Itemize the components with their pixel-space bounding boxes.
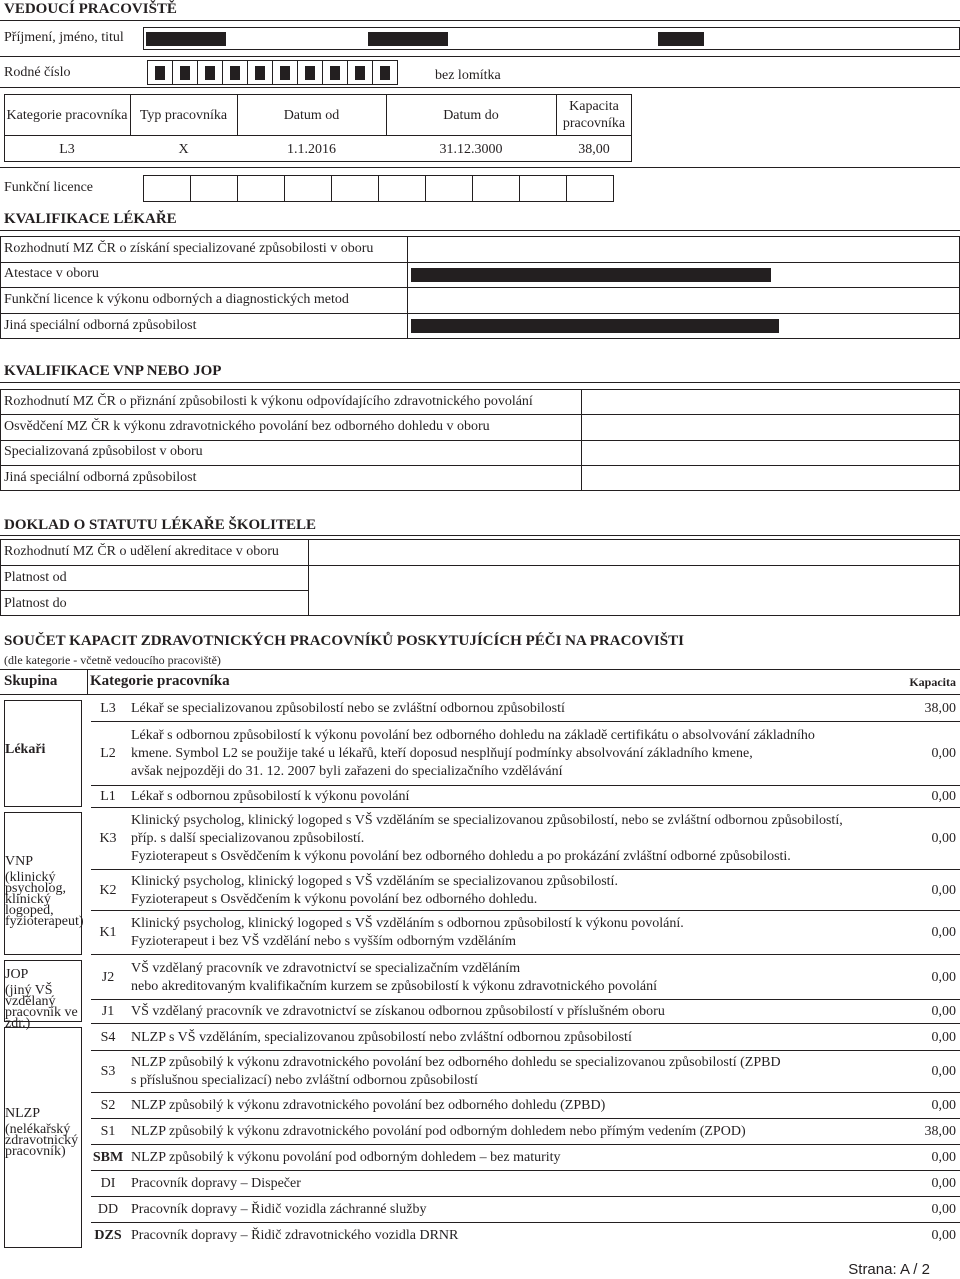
col-header-capacity: Kapacita	[909, 675, 956, 689]
row-divider	[91, 910, 960, 911]
row-code-s3: S3	[100, 1064, 116, 1079]
kval-vnp-row-2: Osvědčení MZ ČR k výkonu zdravotnického povolání bez odborného dohledu v oboru	[4, 419, 490, 434]
row-divider	[91, 1050, 960, 1051]
staff-cell-capacity: 38,00	[578, 141, 610, 157]
doklad-row-2: Platnost od	[4, 570, 67, 585]
row-desc-line: Fyzioterapeut s Osvědčením k výkonu povolání bez odborného dohledu a po prokázání zvláštní odborné způsobilosti.	[131, 849, 791, 864]
col-header-category: Kategorie pracovníka	[90, 673, 230, 689]
row-desc-line: Pracovník dopravy – Řidič vozidla záchranné služby	[131, 1202, 427, 1217]
row-capacity-s2: 0,00	[931, 1098, 956, 1113]
row-desc-s2	[131, 1097, 891, 1115]
row-desc-l3	[131, 700, 891, 718]
birth-digit-box[interactable]	[147, 60, 173, 85]
licence-box[interactable]	[237, 175, 285, 202]
staff-cell-type: X	[178, 141, 189, 157]
row-desc-dzs	[131, 1227, 891, 1245]
birth-digit-box[interactable]	[297, 60, 323, 85]
row-divider	[91, 1023, 960, 1024]
kval-vnp-row-1: Rozhodnutí MZ ČR o přiznání způsobilosti k výkonu odpovídajícího zdravotnického povolání	[4, 394, 533, 409]
row-desc-line: Pracovník dopravy – Řidič zdravotnického vozidla DRNR	[131, 1228, 459, 1243]
staff-header-capacity: Kapacita pracovníka	[562, 99, 626, 131]
row-divider	[91, 721, 960, 722]
row-capacity-s3: 0,00	[931, 1064, 956, 1079]
soucet-subtitle: (dle kategorie - včetně vedoucího pracoviště)	[4, 653, 221, 667]
birth-digit-box[interactable]	[347, 60, 373, 85]
row-desc-s4	[131, 1029, 891, 1047]
redacted-atestace	[411, 268, 771, 282]
row-desc-line: Lékař se specializovanou způsobilostí nebo se zvláštní odbornou způsobilostí	[131, 701, 565, 716]
licence-box[interactable]	[425, 175, 473, 202]
row-desc-line: NLZP s VŠ vzděláním, specializovanou způsobilostí nebo zvláštní odbornou způsobilostí	[131, 1030, 632, 1045]
section-title-kval-vnp: KVALIFIKACE VNP NEBO JOP	[4, 363, 222, 379]
row-desc-line: VŠ vzdělaný pracovník ve zdravotnictví se specializačním vzděláním	[131, 961, 521, 976]
staff-cell-category: L3	[59, 141, 75, 157]
kval-lekare-row-1: Rozhodnutí MZ ČR o získání specializované způsobilosti v oboru	[4, 241, 374, 256]
redacted-digit	[155, 66, 165, 80]
redacted-digit	[180, 66, 190, 80]
row-capacity-k2: 0,00	[931, 883, 956, 898]
row-code-sbm: SBM	[92, 1150, 124, 1165]
name-field[interactable]	[143, 27, 960, 50]
row-divider	[91, 1118, 960, 1119]
row-code-k3: K3	[99, 831, 117, 846]
row-desc-line: VŠ vzdělaný pracovník ve zdravotnictví se získanou odbornou způsobilostí v příslušném oboru	[131, 1004, 665, 1019]
doklad-row-3: Platnost do	[4, 596, 67, 611]
row-code-k1: K1	[99, 925, 117, 940]
row-desc-s1	[131, 1123, 891, 1141]
row-code-l3: L3	[100, 701, 116, 716]
group-jop-note: (jiný VŠ vzdělaný pracovník ve zdr.)	[5, 983, 78, 1031]
row-capacity-di: 0,00	[931, 1176, 956, 1191]
row-code-s4: S4	[100, 1030, 116, 1045]
row-desc-sbm	[131, 1149, 891, 1167]
row-divider	[91, 1196, 960, 1197]
row-code-s2: S2	[100, 1098, 116, 1113]
row-code-k2: K2	[99, 883, 117, 898]
row-desc-l1	[131, 788, 891, 806]
section-title-doklad: DOKLAD O STATUTU LÉKAŘE ŠKOLITELE	[4, 517, 317, 533]
row-code-dzs: DZS	[94, 1228, 122, 1243]
col-header-group: Skupina	[4, 673, 58, 689]
page-number: Strana: A / 2	[848, 1261, 930, 1278]
row-desc-line: Fyzioterapeut s Osvědčením k výkonu povolání bez odborného dohledu.	[131, 892, 538, 907]
row-code-l2: L2	[100, 746, 116, 761]
staff-header-category: Kategorie pracovníka	[6, 107, 128, 123]
row-capacity-j1: 0,00	[931, 1004, 956, 1019]
row-desc-k1	[131, 915, 891, 951]
name-label: Příjmení, jméno, titul	[4, 30, 124, 45]
row-desc-line: s příslušnou specializací) nebo zvláštní odbornou způsobilostí	[131, 1073, 478, 1088]
row-code-di: DI	[100, 1176, 116, 1191]
row-desc-j1	[131, 1003, 891, 1021]
row-capacity-s4: 0,00	[931, 1030, 956, 1045]
row-desc-s3	[131, 1054, 891, 1090]
kval-lekare-row-4: Jiná speciální odborná způsobilost	[4, 318, 197, 333]
row-desc-line: NLZP způsobilý k výkonu povolání pod odborným dohledem – bez maturity	[131, 1150, 561, 1165]
licence-box[interactable]	[331, 175, 379, 202]
row-divider	[91, 1170, 960, 1171]
birth-digit-box[interactable]	[222, 60, 248, 85]
licence-box[interactable]	[284, 175, 332, 202]
doklad-row-1: Rozhodnutí MZ ČR o udělení akreditace v oboru	[4, 544, 279, 559]
row-desc-line: kmene. Symbol L2 se použije také u lékařů, kteří doposud nesplňují podmínky absolvování základního kmene,	[131, 746, 753, 761]
licence-box[interactable]	[472, 175, 520, 202]
row-desc-line: NLZP způsobilý k výkonu zdravotnického povolání pod odborným dohledem nebo přímým vedením (ZPOD)	[131, 1124, 746, 1139]
row-divider	[91, 1144, 960, 1145]
staff-header-date-to: Datum do	[443, 107, 499, 123]
row-capacity-dzs: 0,00	[931, 1228, 956, 1243]
row-desc-l2	[131, 727, 891, 781]
row-divider	[91, 999, 960, 1000]
birth-digit-box[interactable]	[247, 60, 273, 85]
staff-cell-date-from: 1.1.2016	[287, 141, 336, 157]
birth-digit-box[interactable]	[322, 60, 348, 85]
row-capacity-k3: 0,00	[931, 831, 956, 846]
group-jop: JOP	[5, 967, 29, 982]
row-capacity-l1: 0,00	[931, 789, 956, 804]
redacted-digit	[280, 66, 290, 80]
birth-digit-box[interactable]	[372, 60, 398, 85]
row-capacity-s1: 38,00	[924, 1124, 956, 1139]
licence-box[interactable]	[566, 175, 614, 202]
row-desc-line: Pracovník dopravy – Dispečer	[131, 1176, 301, 1191]
licence-box[interactable]	[519, 175, 567, 202]
redacted-firstname	[368, 32, 448, 46]
staff-header-type: Typ pracovníka	[139, 107, 228, 123]
row-desc-j2	[131, 960, 891, 996]
row-desc-dd	[131, 1201, 891, 1219]
row-desc-k2	[131, 873, 891, 909]
birth-label: Rodné číslo	[4, 65, 71, 80]
licence-box[interactable]	[378, 175, 426, 202]
redacted-digit	[255, 66, 265, 80]
row-capacity-k1: 0,00	[931, 925, 956, 940]
row-capacity-j2: 0,00	[931, 970, 956, 985]
kval-vnp-row-4: Jiná speciální odborná způsobilost	[4, 470, 197, 485]
row-code-dd: DD	[97, 1202, 119, 1217]
redacted-digit	[305, 66, 315, 80]
group-vnp: VNP	[5, 854, 34, 869]
row-divider	[91, 785, 960, 786]
redacted-digit	[330, 66, 340, 80]
row-code-s1: S1	[100, 1124, 116, 1139]
row-capacity-dd: 0,00	[931, 1202, 956, 1217]
row-divider	[91, 869, 960, 870]
kval-lekare-row-2: Atestace v oboru	[4, 266, 99, 281]
staff-header-date-from: Datum od	[283, 107, 340, 123]
row-divider	[91, 1092, 960, 1093]
row-desc-line: Klinický psycholog, klinický logoped s VŠ vzděláním s odbornou způsobilostí k výkonu povolání.	[131, 916, 684, 931]
row-divider	[91, 807, 960, 808]
row-desc-line: Klinický psycholog, klinický logoped s VŠ vzděláním se specializovanou způsobilostí, nebo se zvláštní odbornou způsobilostí,	[131, 813, 843, 828]
staff-cell-date-to: 31.12.3000	[439, 141, 503, 157]
redacted-digit	[230, 66, 240, 80]
redacted-digit	[205, 66, 215, 80]
group-nlzp: NLZP	[5, 1106, 40, 1121]
row-capacity-sbm: 0,00	[931, 1150, 956, 1165]
row-capacity-l2: 0,00	[931, 746, 956, 761]
row-desc-line: NLZP způsobilý k výkonu zdravotnického povolání bez odborného dohledu se specializovanou způsobilostí (ZPBD	[131, 1055, 781, 1070]
row-desc-line: Lékař s odbornou způsobilostí k výkonu povolání bez odborného dohledu na základě certifikátu o absolvování základního	[131, 728, 815, 743]
kval-vnp-row-3: Specializovaná způsobilost v oboru	[4, 444, 203, 459]
kval-lekare-row-3: Funkční licence k výkonu odborných a diagnostických metod	[4, 292, 349, 307]
row-desc-di	[131, 1175, 891, 1193]
section-title-kval-lekare: KVALIFIKACE LÉKAŘE	[4, 211, 177, 227]
row-code-j2: J2	[101, 970, 115, 985]
birth-note: bez lomítka	[435, 68, 501, 83]
licence-box[interactable]	[190, 175, 238, 202]
row-desc-line: Lékař s odbornou způsobilostí k výkonu povolání	[131, 789, 410, 804]
birth-digit-box[interactable]	[197, 60, 223, 85]
redacted-title	[658, 32, 704, 46]
redacted-surname	[146, 32, 226, 46]
redacted-digit	[380, 66, 390, 80]
birth-digit-box[interactable]	[272, 60, 298, 85]
funkcni-licence-label: Funkční licence	[4, 180, 94, 195]
redacted-digit	[355, 66, 365, 80]
row-code-j1: J1	[101, 1004, 115, 1019]
licence-box[interactable]	[143, 175, 191, 202]
row-capacity-l3: 38,00	[924, 701, 956, 716]
row-desc-line: avšak nejpozději do 31. 12. 2007 byli zařazeni do specializačního vzdělávání	[131, 764, 563, 779]
row-code-l1: L1	[100, 789, 116, 804]
birth-digit-box[interactable]	[172, 60, 198, 85]
row-desc-line: Fyzioterapeut i bez VŠ vzdělání nebo s vyšším odborným vzděláním	[131, 934, 517, 949]
row-desc-line: Klinický psycholog, klinický logoped s VŠ vzděláním se specializovanou způsobilostí.	[131, 874, 618, 889]
group-nlzp-note: (nelékařský zdravotnický pracovník)	[5, 1122, 79, 1159]
row-desc-line: nebo akreditovaným kvalifikačním kurzem se způsobilostí k výkonu zdravotnického povolání	[131, 979, 658, 994]
section-title-soucet: SOUČET KAPACIT ZDRAVOTNICKÝCH PRACOVNÍKŮ POSKYTUJÍCÍCH PÉČI NA PRACOVIŠTI	[4, 633, 684, 649]
redacted-jina-zpusobilost	[411, 319, 779, 333]
group-vnp-note: (klinický psycholog, klinický logoped, fyzioterapeut)	[5, 870, 84, 929]
row-desc-k3	[131, 812, 891, 866]
group-lekari: Lékaři	[5, 742, 46, 757]
row-divider	[91, 954, 960, 955]
section-title-vedouci: VEDOUCÍ PRACOVIŠTĚ	[4, 1, 177, 17]
row-divider	[91, 1222, 960, 1223]
row-desc-line: NLZP způsobilý k výkonu zdravotnického povolání bez odborného dohledu (ZPBD)	[131, 1098, 606, 1113]
row-desc-line: příp. s další specializovanou způsobilostí.	[131, 831, 365, 846]
